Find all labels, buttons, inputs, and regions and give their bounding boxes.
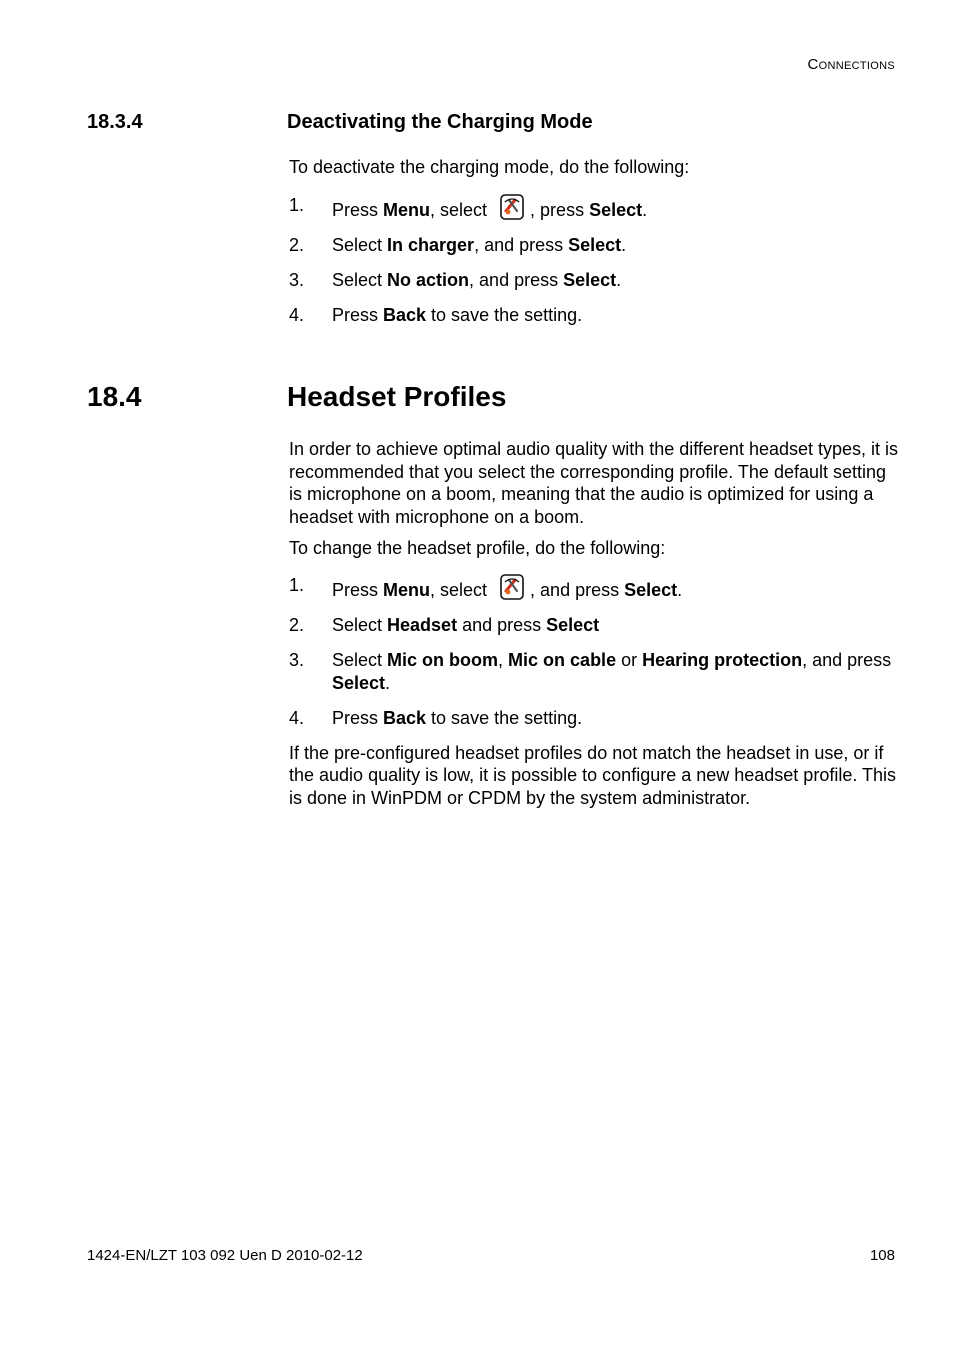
settings-tools-icon [500,574,524,600]
step-number: 4. [289,708,305,728]
step-text: Select [332,270,388,290]
select-keyword: Select [624,579,678,600]
option-keyword: Mic on boom [387,650,499,670]
step-text: Select [332,615,388,635]
list-item [289,234,904,257]
list-item [289,574,904,602]
select-keyword: Select [332,672,386,693]
step-text: . [677,579,683,600]
menu-keyword: Menu [383,579,431,600]
section-title: Deactivating the Charging Mode [287,111,593,133]
select-keyword: Select [568,235,622,255]
list-item [289,649,904,694]
option-keyword: Hearing protection [642,650,803,670]
step-number: 1. [289,574,305,595]
section-body [289,438,904,809]
step-text: . [616,270,622,290]
step-text: . [642,199,648,220]
step-text: . [621,235,627,255]
step-text: Press [332,305,384,325]
step-number: 2. [289,235,305,255]
page-number: 108 [869,1247,895,1264]
select-keyword: Select [546,615,600,635]
step-number: 3. [289,650,305,670]
step-text: , select [430,579,493,600]
step-text: Press [332,708,384,728]
step-number: 2. [289,615,305,635]
step-text: Press [332,579,384,600]
option-keyword: Headset [387,615,458,635]
list-item [289,304,904,327]
step-text: , and press [474,235,569,255]
select-keyword: Select [563,270,617,290]
menu-keyword: Menu [383,199,431,220]
step-text: or [616,650,643,670]
step-text: , and press [530,579,625,600]
option-keyword: In charger [387,235,475,255]
paragraph: In order to achieve optimal audio quality with the different headset types, it is recommended that you select the corresponding profile. The default setting is microphone on a boom, meaning that the audio is optimized for using a headset with microphone on a boom. [289,439,899,527]
step-number: 1. [289,194,305,215]
step-text: , and press [469,270,564,290]
list-item [289,269,904,292]
step-text: , select [430,199,493,220]
section-title: Headset Profiles [287,381,507,412]
step-text: Select [332,235,388,255]
list-item [289,707,904,730]
steps-list [289,194,904,327]
step-text: Press [332,199,384,220]
section-number: 18.3.4 [87,111,143,133]
step-text: to save the setting. [426,708,583,728]
header-section-name: Connections [807,56,895,73]
section-number: 18.4 [87,381,142,412]
step-text: , and press [802,650,892,670]
list-item [289,614,904,637]
section-body [289,156,904,327]
back-keyword: Back [383,708,427,728]
step-text: Select [332,650,388,670]
footer-doc-id: 1424-EN/LZT 103 092 Uen D 2010-02-12 [87,1247,363,1264]
intro-paragraph: To deactivate the charging mode, do the following: [289,157,690,177]
settings-tools-icon [500,194,524,220]
paragraph: To change the headset profile, do the following: [289,538,666,558]
step-number: 4. [289,305,305,325]
step-text: to save the setting. [426,305,583,325]
option-keyword: Mic on cable [508,650,617,670]
step-text: . [385,672,391,693]
step-text: , [498,650,509,670]
list-item [289,194,904,222]
step-text: , press [530,199,590,220]
steps-list [289,574,904,730]
option-keyword: No action [387,270,470,290]
paragraph: If the pre-configured headset profiles do not match the headset in use, or if the audio quality is low, it is possible to configure a new headset profile. This is done in WinPDM or CPDM by the system administrator. [289,742,897,808]
step-number: 3. [289,270,305,290]
back-keyword: Back [383,305,427,325]
select-keyword: Select [589,199,643,220]
step-text: and press [457,615,547,635]
